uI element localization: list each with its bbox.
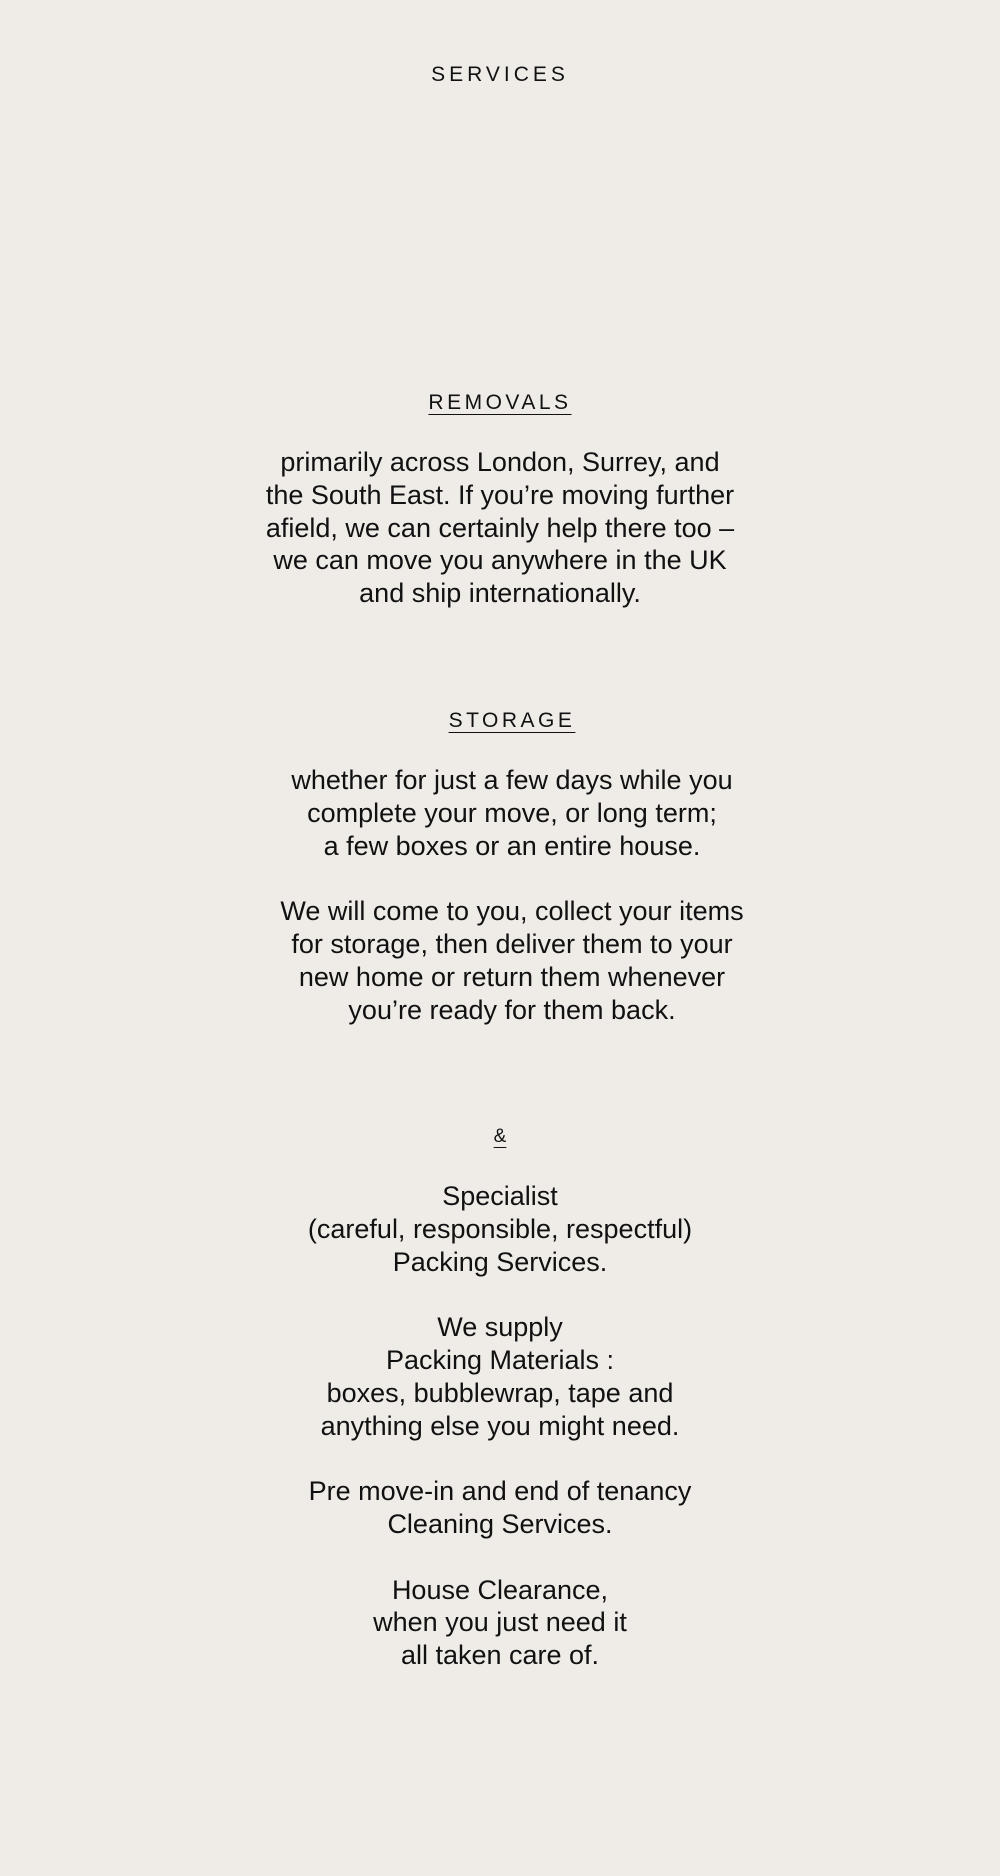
text-line: boxes, bubblewrap, tape and	[326, 1377, 674, 1408]
text-line: afield, we can certainly help there too –	[265, 512, 735, 543]
removals-description	[0, 446, 1000, 610]
text-line: primarily across London, Surrey, and	[280, 447, 720, 477]
text-line: Pre move-in and end of tenancy	[308, 1476, 692, 1507]
removals-section	[0, 390, 1000, 610]
removals-paragraph	[0, 446, 1000, 610]
storage-link[interactable]: STORAGE	[448, 709, 576, 732]
text-line: all taken care of.	[400, 1640, 600, 1671]
text-line: Specialist	[442, 1181, 558, 1211]
text-line: when you just need it	[373, 1607, 627, 1638]
text-line: and ship internationally.	[359, 578, 641, 609]
storage-paragraph	[24, 895, 1000, 1026]
extras-description	[0, 1180, 1000, 1672]
extras-paragraph	[0, 1475, 1000, 1541]
extras-paragraph	[0, 1311, 1000, 1442]
extras-paragraph	[0, 1180, 1000, 1278]
text-line: We supply	[437, 1312, 563, 1343]
storage-description	[24, 764, 1000, 1026]
text-line: House Clearance,	[391, 1574, 609, 1605]
extras-section	[0, 1124, 1000, 1672]
text-line: new home or return them whenever	[298, 961, 726, 992]
storage-paragraph	[24, 764, 1000, 862]
text-line: Packing Materials :	[385, 1344, 615, 1375]
text-line: Cleaning Services.	[387, 1508, 613, 1539]
text-line: whether for just a few days while you	[291, 765, 733, 795]
page-title: SERVICES	[431, 63, 569, 86]
text-line: for storage, then deliver them to your	[291, 928, 733, 959]
ampersand-link[interactable]: &	[493, 1126, 507, 1147]
text-line: we can move you anywhere in the UK	[273, 545, 727, 576]
text-line: Packing Services.	[392, 1246, 608, 1277]
removals-link[interactable]: REMOVALS	[428, 391, 572, 414]
text-line: (careful, responsible, respectful)	[307, 1213, 693, 1244]
text-line: you’re ready for them back.	[348, 994, 676, 1025]
storage-section	[0, 708, 1000, 1026]
text-line: We will come to you, collect your items	[280, 896, 744, 927]
text-line: complete your move, or long term;	[307, 797, 717, 828]
text-line: a few boxes or an entire house.	[323, 830, 701, 861]
text-line: the South East. If you’re moving further	[265, 479, 735, 510]
extras-paragraph	[0, 1574, 1000, 1672]
text-line: anything else you might need.	[320, 1410, 680, 1441]
